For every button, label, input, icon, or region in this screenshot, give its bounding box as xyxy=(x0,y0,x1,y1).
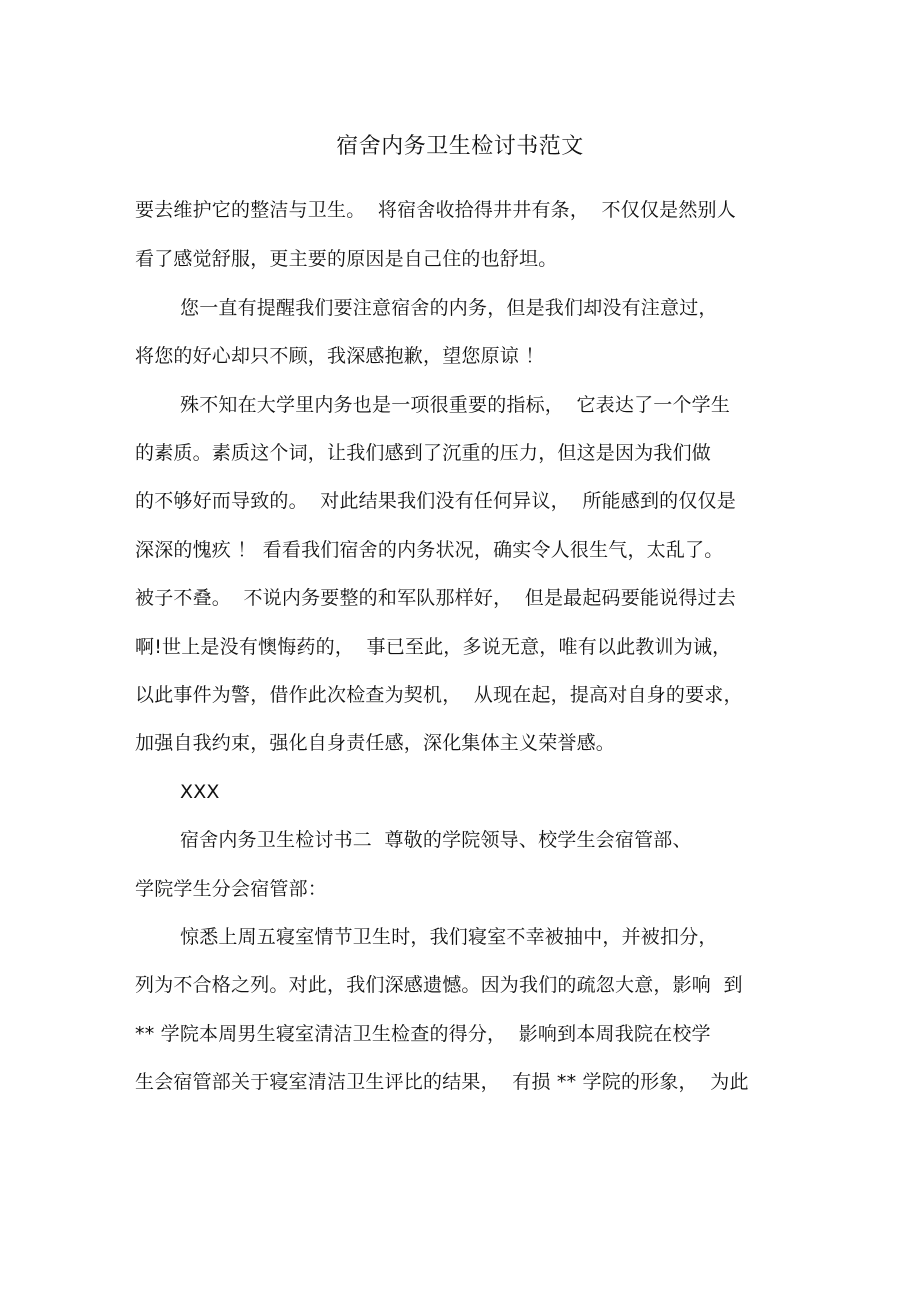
signature-line: XXX xyxy=(180,781,220,803)
paragraph-line: 惊悉上周五寝室情节卫生时，我们寝室不幸被抽中，并被扣分， xyxy=(180,926,718,948)
document-title: 宿舍内务卫生检讨书范文 xyxy=(336,134,584,159)
paragraph-line: 生会宿管部关于寝室清洁卫生评比的结果， 有损 ** 学院的形象， 为此 xyxy=(135,1071,749,1093)
paragraph-line: 宿舍内务卫生检讨书二 尊敬的学院领导、校学生会宿管部、 xyxy=(180,829,692,851)
paragraph-line: 您一直有提醒我们要注意宿舍的内务，但是我们却没有注意过， xyxy=(180,297,718,319)
paragraph-line: 以此事件为警，借作此次检查为契机， 从现在起，提高对自身的要求， xyxy=(135,684,743,706)
paragraph-line: 看了感觉舒服，更主要的原因是自己住的也舒坦。 xyxy=(135,248,558,270)
paragraph-line: 将您的好心却只不顾，我深感抱歉，望您原谅 ！ xyxy=(135,345,545,367)
paragraph-line: 的素质。素质这个词，让我们感到了沉重的压力，但这是因为我们做 xyxy=(135,442,712,464)
paragraph-line: 要去维护它的整洁与卫生。 将宿舍收拾得井井有条， 不仅仅是然别人 xyxy=(135,199,736,221)
paragraph-line: 深深的愧疚 ！ 看看我们宿舍的内务状况，确实令人很生气，太乱了。 xyxy=(135,539,724,561)
paragraph-line: 被子不叠。 不说内务要整的和军队那样好， 但是最起码要能说得过去 xyxy=(135,587,736,609)
paragraph-line: 啊!世上是没有懊悔药的， 事已至此，多说无意，唯有以此教训为诫， xyxy=(135,636,732,658)
paragraph-line: 的不够好而导致的。 对此结果我们没有任何异议， 所能感到的仅仅是 xyxy=(135,490,736,512)
paragraph-line: 列为不合格之列。对此，我们深感遗憾。因为我们的疏忽大意，影响 到 xyxy=(135,974,743,996)
paragraph-line: 学院学生分会宿管部： xyxy=(135,878,328,900)
paragraph-line: ** 学院本周男生寝室清洁卫生检查的得分， 影响到本周我院在校学 xyxy=(135,1023,711,1045)
paragraph-line: 加强自我约束，强化自身责任感，深化集体主义荣誉感。 xyxy=(135,732,616,754)
paragraph-line: 殊不知在大学里内务也是一项很重要的指标， 它表达了一个学生 xyxy=(180,394,731,416)
